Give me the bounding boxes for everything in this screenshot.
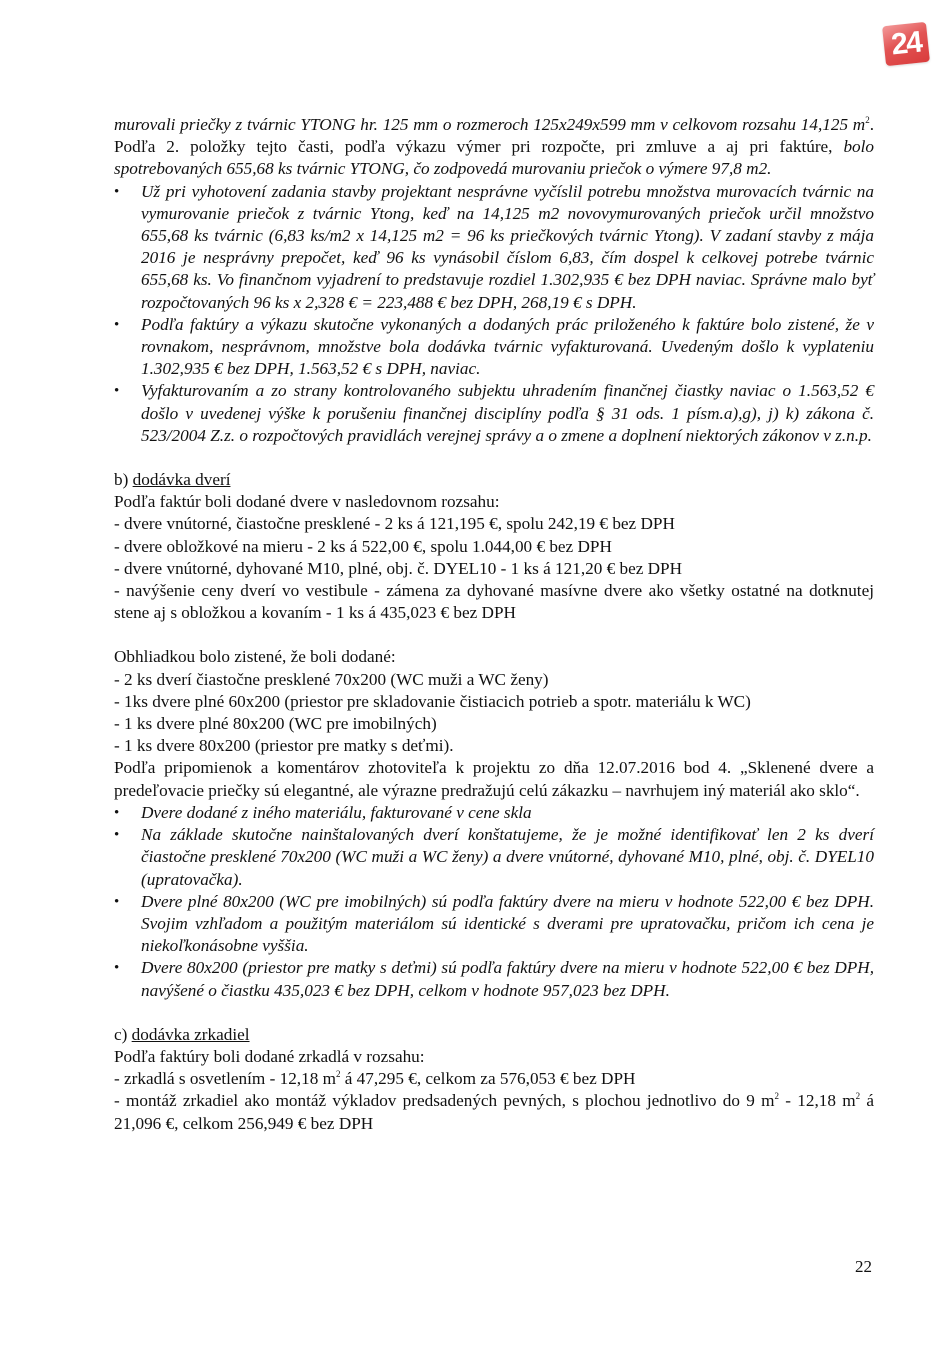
- section-b-intro: Podľa faktúr boli dodané dvere v nasledovnom rozsahu:: [114, 492, 500, 512]
- inspection-line: - 2 ks dverí čiastočne presklené 70x200 (WC muži a WC ženy): [114, 669, 549, 689]
- intro-paragraph: [114, 114, 874, 181]
- mirror-text: - montáž zrkadiel ako montáž výkladov predsadených pevných, s plochou jednotlivo do 9 m: [114, 1091, 775, 1111]
- inspection-line: - 1 ks dvere 80x200 (priestor pre matky s deťmi).: [114, 736, 454, 756]
- section-prefix: b): [114, 470, 133, 490]
- list-item: • Dvere 80x200 (priestor pre matky s deťmi) sú podľa faktúry dvere na mieru v hodnote 522,00 € bez DPH, navýšené o čiastku 435,023 € bez DPH, celkom v hodnote 957,023 bez DPH.: [114, 957, 874, 1001]
- mirror-text: á 21,096 €, celkom 256,949 € bez DPH: [114, 1091, 874, 1133]
- mirror-text: - 12,18 m: [779, 1091, 856, 1111]
- intro-text: . Podľa 2. položky tejto časti, podľa výkazu výmer pri rozpočte, pri zmluve a aj pri faktúre,: [114, 115, 875, 157]
- list-item: • Dvere dodané z iného materiálu, fakturované v cene skla: [114, 802, 874, 824]
- intro-text: murovali priečky z tvárnic YTONG hr. 125 mm o rozmeroch 125x249x599 mm v celkovom rozsahu: [114, 115, 796, 134]
- list-item: • Vyfakturovaním a zo strany kontrolovaného subjektu uhradením finančnej čiastky naviac o 1.563,52 € došlo v uvedenej výške k porušeniu finančnej disciplíny podľa § 31 ods. 1 písm.a),g), j) k) zákona č. 523/2004 Z.z. o rozpočtových pravidlách verejnej správy a o zmene a doplnení niektorých zákonov v z.n.p.: [114, 380, 874, 447]
- mirror-line: [114, 1068, 874, 1090]
- inspection-intro: Obhliadkou bolo zistené, že boli dodané:: [114, 647, 396, 667]
- superscript: 2: [335, 1069, 341, 1080]
- superscript: 2: [774, 1091, 779, 1102]
- mirror-line: [114, 1090, 874, 1134]
- list-item: • Už pri vyhotovení zadania stavby projektant nesprávne vyčíslil potrebu množstva murovacích tvárnic na vymurovanie priečok z tvárnic Ytong, keď na 14,125 m2 novovymurovaných priečok určil množstvo 655,68 ks tvárnic (6,83 ks/m2 x 14,125 m2 = 96 ks priečkových tvárnic Ytong). V zadaní stavby z mája 2016 je nesprávny prepočet, keď 96 ks vynásobil číslom 6,83, čím dospel k celkovej potrebe tvárnic 655,68 ks. Vo finančnom vyjadrení to predstavuje rozdiel 1.302,935 € bez DPH naviac. Správne malo byť rozpočtovaných 96 ks x 2,328 € = 223,488 € bez DPH, 268,19 € s DPH.: [114, 181, 874, 314]
- page-number: 22: [855, 1257, 872, 1276]
- section-c-intro: Podľa faktúry boli dodané zrkadlá v rozsahu:: [114, 1046, 425, 1066]
- portal-24-logo-icon[interactable]: 24: [882, 22, 930, 66]
- inspection-line: - 1 ks dvere plné 80x200 (WC pre imobilných): [114, 714, 437, 734]
- section-c-heading: [114, 1024, 874, 1046]
- list-item: • Na základe skutočne nainštalovaných dverí konštatujeme, že je možné identifikovať len 2 ks dverí čiastočne presklené 70x200 (WC muži a WC ženy) a dvere vnútorné, dyhované M10, plné, obj. č. DYEL10 (upratovačka).: [114, 824, 874, 891]
- invoice-line: - dvere vnútorné, čiastočne presklené - 2 ks á 121,195 €, spolu 242,19 € bez DPH: [114, 514, 675, 534]
- section-title: dodávka zrkadiel: [131, 1024, 250, 1044]
- superscript: 2: [855, 1091, 861, 1102]
- mirror-text: á 47,295 €, celkom za 576,053 € bez DPH: [340, 1069, 636, 1089]
- invoice-line: - dvere vnútorné, dyhované M10, plné, obj. č. DYEL10 - 1 ks á 121,20 € bez DPH: [114, 558, 683, 578]
- superscript: 2: [865, 115, 870, 125]
- mirror-text: - zrkadlá s osvetlením - 12,18 m: [114, 1069, 336, 1089]
- list-item: • Dvere plné 80x200 (WC pre imobilných) sú podľa faktúry dvere na mieru v hodnote 522,00 € bez DPH. Svojim vzhľadom a použitým materiálom sú identické s dverami pre upratovačku, pričom ich cena je niekoľkonásobne vyššia.: [114, 891, 874, 958]
- list-item: • Podľa faktúry a výkazu skutočne vykonaných a dodaných prác priloženého k faktúre bolo zistené, že v rovnakom, nesprávnom, množstve bola dodávka tvárnic vyfakturovaná. Uvedeným došlo k vyplateniu 1.302,935 € bez DPH, 1.563,52 € s DPH, naviac.: [114, 314, 874, 381]
- document-page: [114, 114, 874, 1135]
- invoice-line: - dvere obložkové na mieru - 2 ks á 522,00 €, spolu 1.044,00 € bez DPH: [114, 536, 612, 556]
- findings-list-a: [114, 181, 874, 447]
- findings-list-b: [114, 802, 874, 1002]
- intro-text: bolo spotrebovaných 655,68 ks tvárnic YTONG, čo zodpovedá murovaniu priečok o výmere 97,8 m2.: [114, 137, 874, 179]
- inspection-line: - 1ks dvere plné 60x200 (priestor pre skladovanie čistiacich potrieb a spotr. materiálu k WC): [114, 691, 751, 711]
- contractor-comment: Podľa pripomienok a komentárov zhotoviteľa k projektu zo dňa 12.07.2016 bod 4. „Sklenené dvere a predeľovacie priečky sú elegantné, ale výrazne predražujú celú zákazku – navrhujem iný materiál ako sklo“.: [114, 758, 874, 800]
- section-prefix: c): [114, 1024, 132, 1044]
- section-b-heading: [114, 469, 874, 491]
- section-title: dodávka dverí: [132, 470, 231, 490]
- invoice-line: - navýšenie ceny dverí vo vestibule - zámena za dyhované masívne dvere ako všetky ostatné na dotknutej stene aj s obložkou a kovaním - 1 ks á 435,023 € bez DPH: [114, 581, 874, 623]
- intro-area: 14,125 m: [800, 115, 866, 134]
